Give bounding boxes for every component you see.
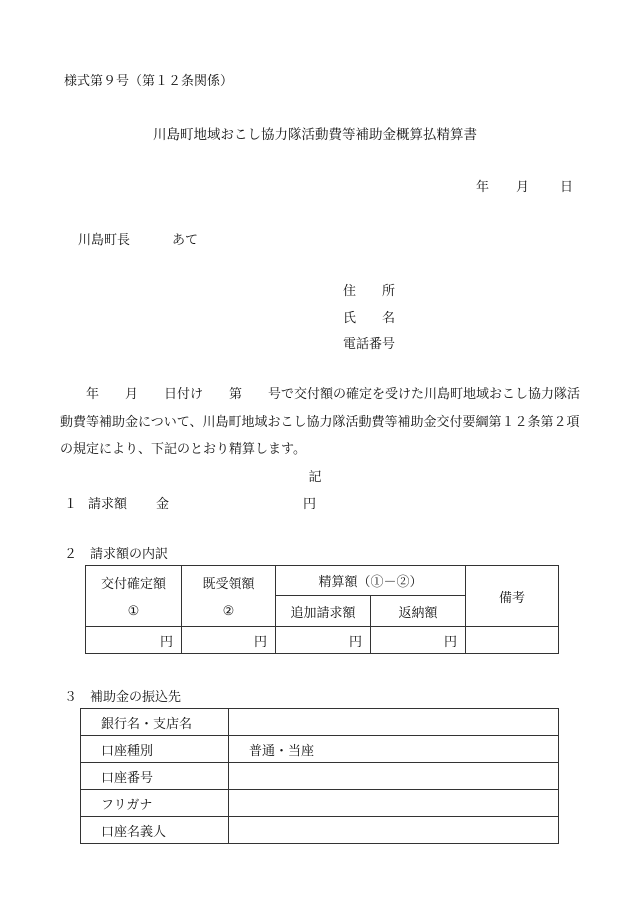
account-number-label: 口座番号 xyxy=(81,763,229,790)
transfer-row-furigana xyxy=(81,790,559,817)
section3-heading: ３ 補助金の振込先 xyxy=(64,690,182,705)
bank-branch-label: 銀行名・支店名 xyxy=(81,709,229,736)
breakdown-table xyxy=(85,565,559,654)
section1-claim-amount xyxy=(64,493,317,512)
document-title: 川島町地域おこし協力隊活動費等補助金概算払精算書 xyxy=(153,127,477,143)
section1-kin: 金 xyxy=(156,497,170,512)
section1-number: １ xyxy=(64,497,78,512)
furigana-label: フリガナ xyxy=(81,790,229,817)
transfer-row-account-number xyxy=(81,763,559,790)
col-grant-amount-title: 交付確定額 xyxy=(100,577,166,592)
transfer-row-bank xyxy=(81,709,559,736)
addressee-name: 川島町長 xyxy=(78,233,131,248)
col-remarks-header: 備考 xyxy=(466,566,559,627)
transfer-table xyxy=(80,708,559,844)
col-settlement-header: 精算額（①－②） xyxy=(276,566,466,596)
account-holder-label: 口座名義人 xyxy=(81,817,229,844)
date-day-label: 日 xyxy=(560,180,574,195)
addressee-suffix: あて xyxy=(172,233,199,248)
ki-heading: 記 xyxy=(308,470,322,485)
refund-amount-cell[interactable]: 円 xyxy=(371,627,466,654)
col-received-header xyxy=(182,566,276,627)
section1-label: 請求額 xyxy=(88,497,128,512)
account-type-value[interactable]: 普通・当座 xyxy=(229,736,559,763)
col-refund-header: 返納額 xyxy=(371,596,466,627)
section1-yen: 円 xyxy=(303,497,317,512)
applicant-name-label: 氏 名 xyxy=(343,311,396,326)
col-grant-amount-header xyxy=(86,566,182,627)
grant-amount-cell[interactable]: 円 xyxy=(86,627,182,654)
remarks-cell[interactable] xyxy=(466,627,559,654)
account-number-value[interactable] xyxy=(229,763,559,790)
transfer-row-account-type xyxy=(81,736,559,763)
account-holder-value[interactable] xyxy=(229,817,559,844)
form-number: 様式第９号（第１２条関係） xyxy=(64,74,234,89)
date-year-label: 年 xyxy=(476,180,490,195)
col-additional-claim-header: 追加請求額 xyxy=(276,596,371,627)
bank-branch-value[interactable] xyxy=(229,709,559,736)
addressee xyxy=(78,229,199,248)
received-amount-cell[interactable]: 円 xyxy=(182,627,276,654)
col-received-mark: ② xyxy=(222,604,235,619)
body-paragraph: 年 月 日付け 第 号で交付額の確定を受けた川島町地域おこし協力隊活動費等補助金について、川島町地域おこし協力隊活動費等補助金交付要綱第１２条第２項の規定により、下記のとおり精算します。 xyxy=(60,387,581,457)
col-received-title: 既受領額 xyxy=(202,577,255,592)
applicant-address-label: 住 所 xyxy=(343,284,396,299)
applicant-phone-label: 電話番号 xyxy=(343,337,396,352)
col-grant-amount-mark: ① xyxy=(127,604,140,619)
section2-heading: ２ 請求額の内訳 xyxy=(64,547,169,562)
account-type-label: 口座種別 xyxy=(81,736,229,763)
furigana-value[interactable] xyxy=(229,790,559,817)
transfer-row-account-holder xyxy=(81,817,559,844)
additional-claim-cell[interactable]: 円 xyxy=(276,627,371,654)
date-month-label: 月 xyxy=(516,180,530,195)
